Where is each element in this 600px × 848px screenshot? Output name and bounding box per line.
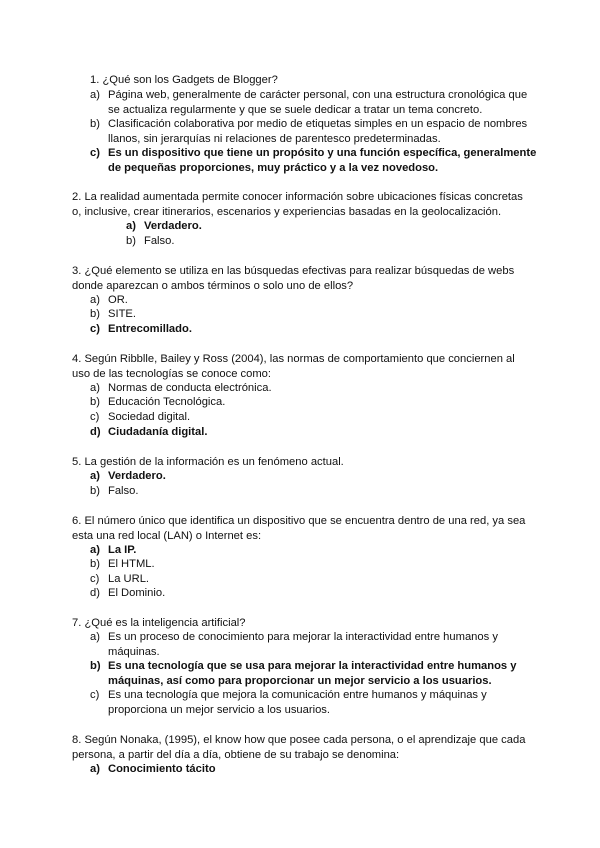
option-text: Sociedad digital. <box>108 411 191 423</box>
option-text: Entrecomillado. <box>108 323 192 335</box>
option-text: Página web, generalmente de carácter personal, con una estructura cronológica que se actualiza regularmente y que se suele dedicar a tratar un tema concreto. <box>108 89 528 116</box>
question-7-stem: 7. ¿Qué es la inteligencia artificial? <box>72 617 246 629</box>
option-text: El Dominio. <box>108 587 166 599</box>
option-label: c) <box>90 323 100 335</box>
option-text: SITE. <box>108 308 136 320</box>
option-label: a) <box>90 631 100 643</box>
option-text: OR. <box>108 294 128 306</box>
question-4-option-c <box>90 410 490 425</box>
option-label: a) <box>90 763 100 775</box>
question-4-option-d-correct <box>90 425 490 440</box>
option-text: Verdadero. <box>144 220 202 232</box>
question-3-option-c-correct <box>90 322 490 337</box>
question-6-option-d <box>90 586 490 601</box>
question-7-option-b-correct <box>90 659 522 689</box>
option-label: c) <box>90 147 100 159</box>
option-label: b) <box>90 118 100 130</box>
option-text: Verdadero. <box>108 470 166 482</box>
option-label: c) <box>90 573 100 585</box>
option-text: Falso. <box>144 235 175 247</box>
option-label: b) <box>90 308 100 320</box>
option-text: Es un dispositivo que tiene un propósito y una función específica, generalmente de pequeñas proporciones, muy práctico y a la vez novedoso. <box>108 147 537 174</box>
option-text: Es un proceso de conocimiento para mejorar la interactividad entre humanos y máquinas. <box>108 631 498 658</box>
question-2-stem: 2. La realidad aumentada permite conocer información sobre ubicaciones físicas concretas o, inclusive, crear itinerarios, escenarios y experiencias basadas en la geolocalización. <box>72 191 523 218</box>
question-8-option-a-correct <box>90 762 490 777</box>
option-text: El HTML. <box>108 558 155 570</box>
question-6-stem: 6. El número único que identifica un dispositivo que se encuentra dentro de una red, ya sea esta una red local (LAN) o Internet es: <box>72 515 526 542</box>
option-label: b) <box>90 396 100 408</box>
option-label: a) <box>90 470 100 482</box>
question-2-option-a-correct <box>126 219 426 234</box>
option-label: b) <box>90 558 100 570</box>
option-label: d) <box>90 587 100 599</box>
question-1-option-a <box>90 88 540 118</box>
question-7-option-a <box>90 630 522 660</box>
question-5-stem: 5. La gestión de la información es un fenómeno actual. <box>72 456 344 468</box>
option-label: a) <box>90 382 100 394</box>
option-label: a) <box>90 294 100 306</box>
question-5-option-a-correct <box>90 469 490 484</box>
question-8-stem: 8. Según Nonaka, (1995), el know how que posee cada persona, o el aprendizaje que cada persona, a partir del día a día, obtiene de su trabajo se denomina: <box>72 734 526 761</box>
question-1-stem: 1. ¿Qué son los Gadgets de Blogger? <box>90 74 278 86</box>
option-label: c) <box>90 411 100 423</box>
option-text: Educación Tecnológica. <box>108 396 226 408</box>
option-label: b) <box>90 660 101 672</box>
option-text: Falso. <box>108 485 139 497</box>
option-label: b) <box>126 235 136 247</box>
question-3-stem: 3. ¿Qué elemento se utiliza en las búsquedas efectivas para realizar búsquedas de webs donde aparezcan o ambos términos o solo uno de ellos? <box>72 265 515 292</box>
question-4-stem: 4. Según Ribblle, Bailey y Ross (2004), las normas de comportamiento que conciernen al uso de las tecnologías se conoce como: <box>72 353 515 380</box>
question-1-option-b <box>90 117 540 147</box>
option-text: Normas de conducta electrónica. <box>108 382 272 394</box>
option-label: d) <box>90 426 101 438</box>
question-5-option-b <box>90 484 490 499</box>
option-text: La IP. <box>108 544 137 556</box>
question-4-option-a <box>90 381 490 396</box>
question-7-option-c <box>90 688 522 718</box>
option-text: Conocimiento tácito <box>108 763 216 775</box>
option-label: b) <box>90 485 100 497</box>
option-label: a) <box>90 544 100 556</box>
option-text: La URL. <box>108 573 150 585</box>
option-text: Es una tecnología que se usa para mejorar la interactividad entre humanos y máquinas, así como para proporcionar un mejor servicio a los usuarios. <box>108 660 517 687</box>
question-3-option-b <box>90 307 490 322</box>
question-2-option-b <box>126 234 426 249</box>
question-6-option-c <box>90 572 490 587</box>
question-4-option-b <box>90 395 490 410</box>
option-text: Es una tecnología que mejora la comunicación entre humanos y máquinas y proporciona un mejor servicio a los usuarios. <box>108 689 487 716</box>
question-6-option-b <box>90 557 490 572</box>
option-label: a) <box>90 89 100 101</box>
option-label: c) <box>90 689 100 701</box>
option-text: Clasificación colaborativa por medio de etiquetas simples en un espacio de nombres llanos, sin jerarquías ni relaciones de parentesco predeterminadas. <box>108 118 528 145</box>
question-1-option-c-correct <box>90 146 540 176</box>
question-6-option-a-correct <box>90 543 490 558</box>
option-label: a) <box>126 220 136 232</box>
question-3-option-a <box>90 293 490 308</box>
option-text: Ciudadanía digital. <box>108 426 208 438</box>
